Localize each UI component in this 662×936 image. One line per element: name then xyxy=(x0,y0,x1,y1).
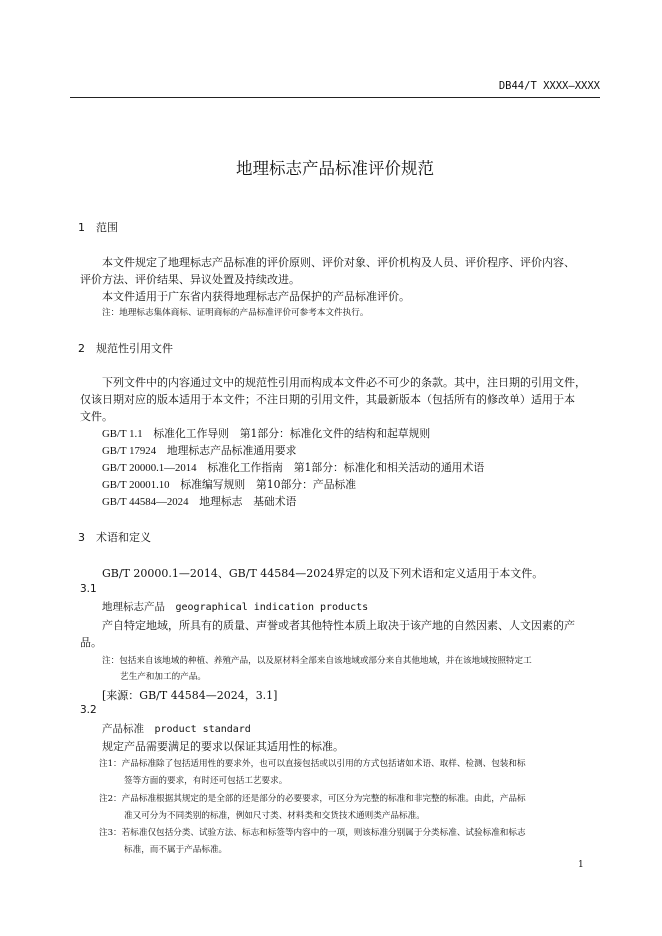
s2-para-line2: 仅该日期对应的版本适用于本文件；不注日期的引用文件，其最新版本（包括所有的修改单）适用于本 xyxy=(80,393,575,406)
term-name-en: product standard xyxy=(154,724,251,735)
reference-title: 地理标志 基础术语 xyxy=(199,495,297,508)
header-rule xyxy=(70,97,600,98)
note-label: 注2： xyxy=(99,794,122,804)
s3-intro: GB/T 20000.1—2014、GB/T 44584—2024界定的以及下列术语和定义适用于本文件。 xyxy=(102,567,544,580)
term-definition-line1: 规定产品需要满足的要求以保证其适用性的标准。 xyxy=(102,740,344,753)
section-number: 2 xyxy=(78,342,85,355)
term-note-line2: 艺生产和加工的产品。 xyxy=(120,672,206,682)
reference-code: GB/T 17924 xyxy=(102,445,157,457)
term-definition-line1: 产自特定地域，所具有的质量、声誉或者其他特性本质上取决于该产地的自然因素、人文因素的产 xyxy=(102,619,575,632)
term-note xyxy=(102,654,532,666)
document-code: DB44/T XXXX—XXXX xyxy=(498,80,600,92)
reference-item xyxy=(102,443,296,458)
term-note-line2: 准又可分为不同类别的标准，例如尺寸类、材料类和交货技术通则类产品标准。 xyxy=(124,811,425,821)
section-number: 3 xyxy=(78,531,85,544)
term-name-en: geographical indication products xyxy=(175,602,369,613)
note-label: 注3： xyxy=(99,828,122,838)
note-text: 产品标准根据其规定的是全部的还是部分的必要要求，可区分为完整的标准和非完整的标准。由此，产品标 xyxy=(121,794,526,804)
term-definition-line2: 品。 xyxy=(80,636,102,649)
term-note-line2: 标准，而不属于产品标准。 xyxy=(124,845,228,855)
section-number: 1 xyxy=(78,221,85,234)
note-text: 地理标志集体商标、证明商标的产品标准评价可参考本文件执行。 xyxy=(119,308,369,318)
reference-code: GB/T 1.1 xyxy=(102,428,143,440)
note-text: 若标准仅包括分类、试验方法、标志和标签等内容中的一项，则该标准分别属于分类标准、试验标准和标志 xyxy=(121,828,526,838)
reference-item xyxy=(102,494,296,509)
s1-para1-line1: 本文件规定了地理标志产品标准的评价原则、评价对象、评价机构及人员、评价程序、评价内容、 xyxy=(102,256,575,269)
section-title: 规范性引用文件 xyxy=(96,342,173,355)
s1-para2: 本文件适用于广东省内获得地理标志产品保护的产品标准评价。 xyxy=(102,290,410,303)
reference-item xyxy=(102,426,430,441)
term-heading xyxy=(102,721,251,736)
note-label: 注： xyxy=(102,308,120,318)
note-label: 注： xyxy=(102,656,120,666)
reference-code: GB/T 44584—2024 xyxy=(102,496,189,508)
term-note-line2: 签等方面的要求，有时还可包括工艺要求。 xyxy=(124,776,288,786)
section-2-heading xyxy=(78,340,173,356)
reference-title: 标准化工作指南 第1部分：标准化和相关活动的通用术语 xyxy=(207,461,485,474)
term-heading xyxy=(102,599,368,614)
term-number: 3.1 xyxy=(80,583,97,595)
term-number: 3.2 xyxy=(80,704,97,716)
reference-item xyxy=(102,460,484,475)
term-note xyxy=(99,826,526,838)
document-title: 地理标志产品标准评价规范 xyxy=(236,159,434,178)
page-number: 1 xyxy=(578,860,584,870)
note-text: 包括来自该地域的种植、养殖产品，以及原材料全部来自该地域或部分来自其他地域，并在该地域按照特定工 xyxy=(119,656,532,666)
term-name-zh: 地理标志产品 xyxy=(102,601,165,613)
section-3-heading xyxy=(78,529,151,545)
term-name-zh: 产品标准 xyxy=(102,723,144,735)
note-label: 注1： xyxy=(99,759,122,769)
s2-para-line1: 下列文件中的内容通过文中的规范性引用而构成本文件必不可少的条款。其中，注日期的引用文件， xyxy=(102,376,586,389)
note-text: 产品标准除了包括适用性的要求外，也可以直接包括或以引用的方式包括诸如术语、取样、检测、包装和标 xyxy=(121,759,526,769)
reference-item xyxy=(102,477,356,492)
s1-note xyxy=(102,306,368,318)
section-1-heading xyxy=(78,219,118,235)
s2-para-line3: 文件。 xyxy=(80,410,113,423)
reference-title: 标准化工作导则 第1部分：标准化文件的结构和起草规则 xyxy=(153,427,431,440)
reference-title: 地理标志产品标准通用要求 xyxy=(166,444,297,457)
term-note xyxy=(99,757,526,769)
reference-title: 标准编写规则 第10部分：产品标准 xyxy=(180,478,357,491)
section-title: 范围 xyxy=(96,221,118,234)
reference-code: GB/T 20000.1—2014 xyxy=(102,462,197,474)
term-source: [来源：GB/T 44584—2024，3.1] xyxy=(102,689,278,702)
section-title: 术语和定义 xyxy=(96,531,151,544)
s1-para1-line2: 评价方法、评价结果、异议处置及持续改进。 xyxy=(80,273,300,286)
term-note xyxy=(99,792,526,804)
reference-code: GB/T 20001.10 xyxy=(102,479,170,491)
